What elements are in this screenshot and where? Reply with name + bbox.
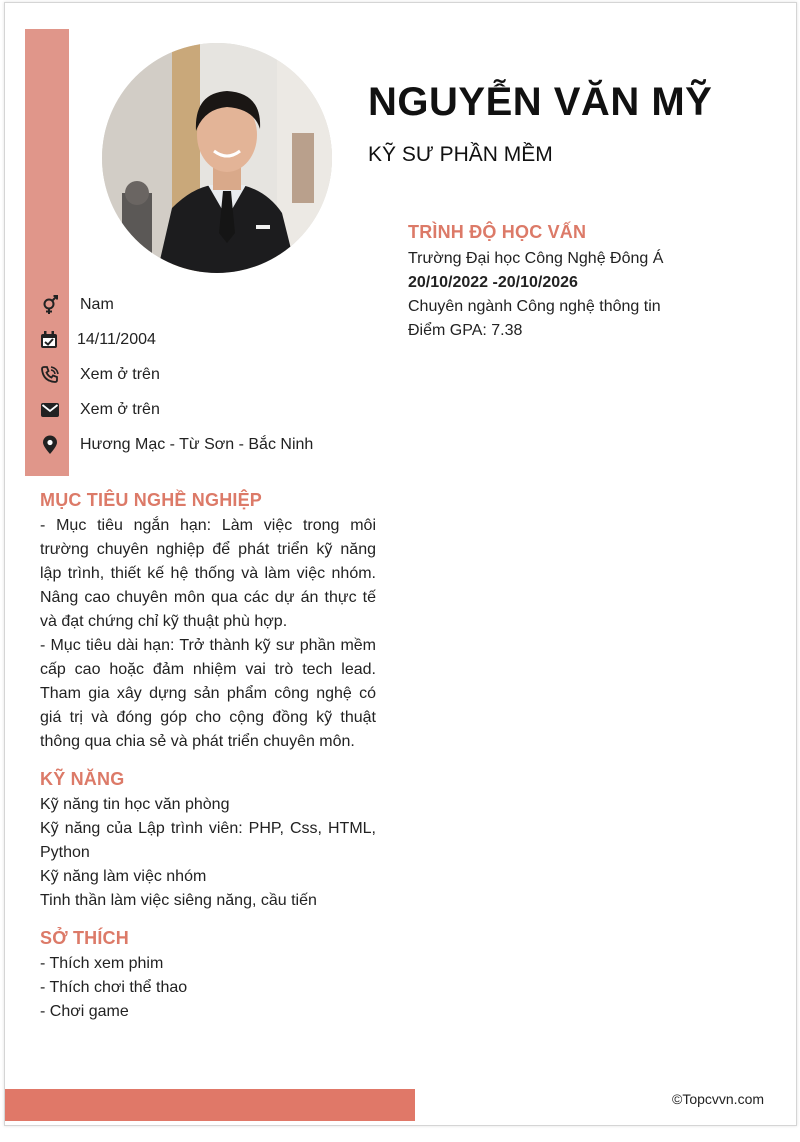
hobby-item: - Thích xem phim	[40, 955, 164, 972]
gender-value: Nam	[80, 296, 114, 313]
address-value: Hương Mạc - Từ Sơn - Bắc Ninh	[80, 436, 314, 453]
education-school: Trường Đại học Công Nghệ Đông Á	[408, 250, 664, 267]
skill-item: Kỹ năng của Lập trình viên: PHP, Css, HTML, Python	[40, 820, 376, 861]
hobby-item: - Chơi game	[40, 1003, 129, 1020]
gender-icon	[40, 295, 60, 315]
skill-item: Kỹ năng làm việc nhóm	[40, 868, 207, 885]
info-row-address	[40, 433, 60, 457]
calendar-icon	[40, 330, 60, 350]
education-period-text: 20/10/2022 -20/10/2026	[408, 274, 578, 291]
birthday-value: 14/11/2004	[77, 331, 156, 348]
info-row-email	[40, 398, 60, 422]
avatar-photo	[102, 43, 332, 273]
email-value: Xem ở trên	[80, 401, 160, 418]
info-row-birthday	[40, 328, 60, 352]
skills-title: KỸ NĂNG	[40, 769, 125, 789]
mail-icon	[40, 400, 60, 420]
objective-long-term: - Mục tiêu dài hạn: Trở thành kỹ sư phần mềm cấp cao hoặc đảm nhiệm vai trò tech lead. Tham gia xây dựng sản phẩm công nghệ có giá trị và đóng góp cho cộng đồng kỹ thuật thông qua chia sẻ và phát triển chuyên môn.	[40, 637, 376, 750]
info-row-phone	[40, 363, 60, 387]
objective-title: MỤC TIÊU NGHỀ NGHIỆP	[40, 490, 263, 510]
phone-value: Xem ở trên	[80, 366, 160, 383]
education-period	[408, 271, 708, 295]
footer-accent-bar	[5, 1089, 415, 1121]
hobbies-title: SỞ THÍCH	[40, 928, 129, 948]
objective-short-term: - Mục tiêu ngắn hạn: Làm việc trong môi trường chuyên nghiệp để phát triển kỹ năng lập trình, thiết kế hệ thống và làm việc nhóm. Nâng cao chuyên môn qua các dự án thực tế và đạt chứng chỉ kỹ thuật phù hợp.	[40, 517, 376, 630]
job-title: KỸ SƯ PHẦN MỀM	[368, 143, 553, 166]
skill-item: Tinh thần làm việc siêng năng, cầu tiến	[40, 892, 317, 909]
phone-icon	[40, 365, 60, 385]
info-row-gender	[40, 293, 60, 317]
skill-item: Kỹ năng tin học văn phòng	[40, 796, 230, 813]
avatar-illustration	[102, 43, 332, 273]
education-title: TRÌNH ĐỘ HỌC VẤN	[408, 222, 587, 242]
education-gpa: Điểm GPA: 7.38	[408, 322, 523, 339]
education-major: Chuyên ngành Công nghệ thông tin	[408, 298, 661, 315]
hobby-item: - Thích chơi thể thao	[40, 979, 188, 996]
copyright-text: ©Topcvvn.com	[672, 1091, 765, 1107]
map-pin-icon	[40, 435, 60, 455]
candidate-name: NGUYỄN VĂN MỸ	[368, 80, 713, 124]
